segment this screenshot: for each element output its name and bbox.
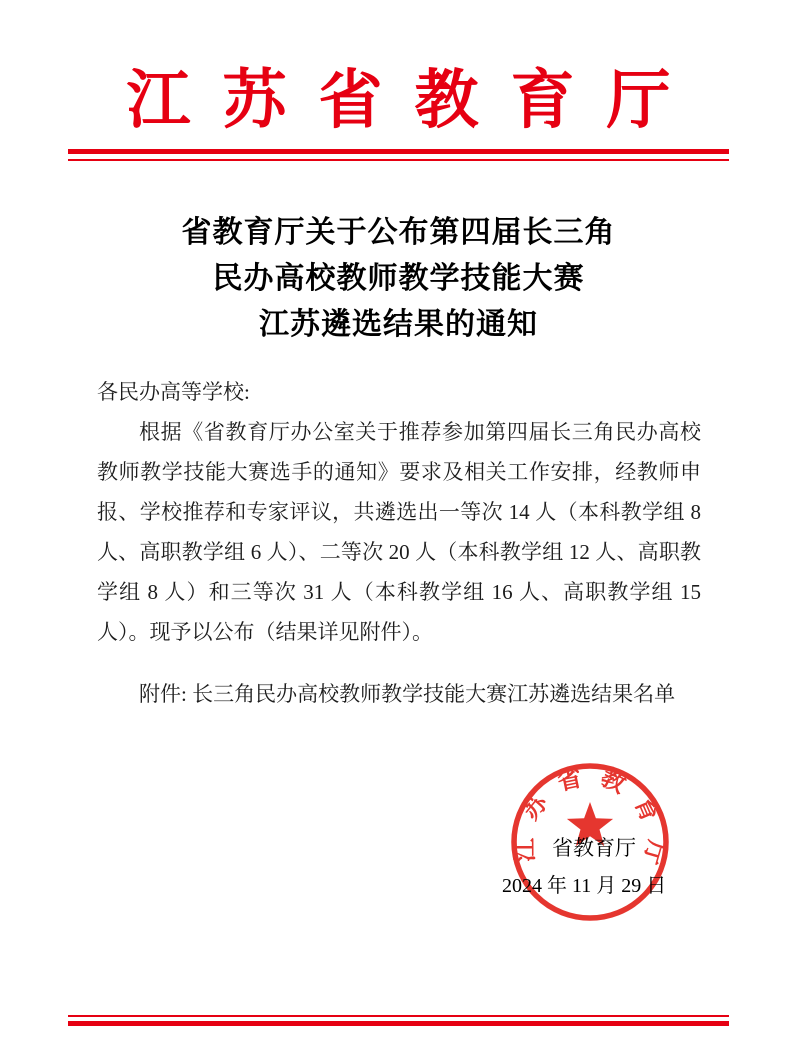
letterhead-agency-name: 江苏省教育厅 xyxy=(126,65,703,136)
document-title-line-1: 省教育厅关于公布第四届长三角 xyxy=(181,216,616,249)
document-body xyxy=(97,372,701,714)
salutation: 各民办高等学校: xyxy=(97,380,250,404)
document-title xyxy=(0,210,797,348)
footer-rule-thin xyxy=(68,1015,729,1017)
main-paragraph: 根据《省教育厅办公室关于推荐参加第四届长三角民办高校教师教学技能大赛选手的通知》要求及相关工作安排，经教师申报、学校推荐和专家评议，共遴选出一等次 14 人（本科教学组 8 人、高职教学组 6 人）、二等次 20 人（本科教学组 12 人、高职教学组 8 人）和三等次 31 人（本科教学组 16 人、高职教学组 15 人）。现予以公布（结果详见附件）。 xyxy=(97,420,701,644)
seal-arc-textpath: 江苏省教育厅 xyxy=(512,762,670,883)
header-rule-thin xyxy=(68,159,729,161)
signature-agency: 省教育厅 xyxy=(552,836,636,860)
footer-rule-thick xyxy=(68,1021,729,1026)
attachment-line: 附件: 长三角民办高校教师教学技能大赛江苏遴选结果名单 xyxy=(139,682,676,706)
header-rule-thick xyxy=(68,149,729,154)
official-seal xyxy=(508,760,672,924)
signature-date: 2024 年 11 月 29 日 xyxy=(502,875,667,897)
document-title-line-3: 江苏遴选结果的通知 xyxy=(259,308,538,341)
star-icon xyxy=(567,802,613,846)
document-title-line-2: 民办高校教师教学技能大赛 xyxy=(212,262,585,295)
